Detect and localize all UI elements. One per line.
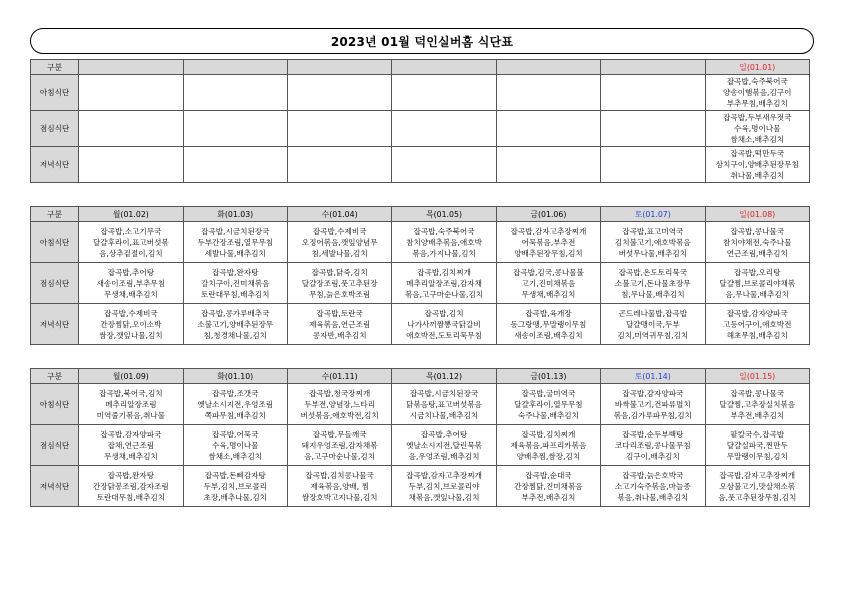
menu-cell: 잡곡밥,북어국,김치 메추리알장조림 미역줄기볶음,취나물	[79, 384, 183, 425]
title-banner	[30, 28, 814, 54]
menu-cell: 잡곡밥,떡만두국 삼치구이,양배추된장무침 취나물,배추김치	[705, 147, 809, 183]
day-header: 토(01.14)	[601, 369, 705, 384]
menu-cell: 잡곡밥,감자양파국 잡채,연근조림 무생채,배추김치	[79, 425, 183, 466]
day-header: 일(01.08)	[705, 207, 809, 222]
menu-cell: 잡곡밥,수제비국 오징어볶음,깻잎양념무 침,세발나물,김치	[287, 222, 391, 263]
breakfast-row	[31, 75, 810, 111]
menu-cell	[79, 111, 183, 147]
day-header	[79, 60, 183, 75]
menu-cell	[496, 147, 600, 183]
menu-cell	[79, 75, 183, 111]
menu-cell: 잡곡밥,감자고추장찌개 오삼불고기,맛살채소볶 음,풋고추된장무침,김치	[705, 466, 809, 507]
header-label: 구분	[31, 207, 79, 222]
menu-cell	[287, 111, 391, 147]
menu-cell: 잡곡밥,추어탕 옛날소시지전,달린묵볶 음,우엉조림,배추김치	[392, 425, 496, 466]
menu-cell	[601, 147, 705, 183]
menu-cell: 잡곡밥,어묵국 수육,명이나물 쌈채소,배추김치	[183, 425, 287, 466]
menu-cell: 잡곡밥,두부새우젓국 수육,명이나물 쌈채소,배추김치	[705, 111, 809, 147]
lunch-label: 점심식단	[31, 111, 79, 147]
menu-cell	[287, 147, 391, 183]
menu-cell	[183, 147, 287, 183]
day-header: 월(01.09)	[79, 369, 183, 384]
menu-cell: 잡곡밥,닭죽,김치 달걀장조림,풋고추된장 무침,늙은호박조림	[287, 263, 391, 304]
menu-cell: 잡곡밥,완자탕 갈치구이,진미채볶음 토란대무침,배추김치	[183, 263, 287, 304]
menu-cell: 잡곡밥,오리탕 달걀찜,브로콜리야채볶 음,무나물,배추김치	[705, 263, 809, 304]
day-header	[496, 60, 600, 75]
menu-cell	[287, 75, 391, 111]
menu-cell: 잡곡밥,온도토리묵국 소불고기,돈나물초장무 침,무나물,배추김치	[601, 263, 705, 304]
day-header	[601, 60, 705, 75]
menu-cell: 잡곡밥,김국,콩나물불 고기,진미채볶음 무생채,배추김치	[496, 263, 600, 304]
day-header: 목(01.05)	[392, 207, 496, 222]
day-header: 수(01.11)	[287, 369, 391, 384]
menu-cell: 잡곡밥,감자양파국 바싹불고기,건파류멸치 볶음,김가루파무침,김치	[601, 384, 705, 425]
day-header: 일(01.15)	[705, 369, 809, 384]
menu-cell: 잡곡밥,완자탕 간장닭봉조림,감자조림 토란대무침,배추김치	[79, 466, 183, 507]
menu-cell	[496, 75, 600, 111]
menu-cell: 잡곡밥,순두부백탕 코다리조림,콩나물무침 김구이,배추김치	[601, 425, 705, 466]
menu-cell: 잡곡밥,김치콩나물국 제육볶음,양배, 찜 쌈장호박고지나물,김치	[287, 466, 391, 507]
menu-cell: 잡곡밥,무들깨국 돼지우엉조림,감자채볶 음,고구마순나물,김치	[287, 425, 391, 466]
menu-cell: 잡곡밥,돈삐감자탕 두부,김치,브로콜리 초장,배추나물,김치	[183, 466, 287, 507]
menu-cell: 잡곡밥,토란국 제육볶음,연근조림 콩자반,배추김치	[287, 304, 391, 345]
menu-cell: 잡곡밥,김치찌개 메추리알장조림,감자채 볶음,고구마순나물,김치	[392, 263, 496, 304]
menu-cell: 잡곡밥,추어탕 새송이조림,부추무침 무생채,배추김치	[79, 263, 183, 304]
page-title: 2023년 01월 덕인실버홈 식단표	[330, 34, 514, 49]
day-header: 목(01.12)	[392, 369, 496, 384]
menu-cell: 잡곡밥,김치찌개 제육볶음,파프리카볶음 양배추찜,쌈장,김치	[496, 425, 600, 466]
menu-cell: 잡곡밥,콩나물국 달걀찜,고추장실치볶음 부추전,배추김치	[705, 384, 809, 425]
menu-cell: 곤드레나물밥,잡곡밥 달걀맹이국,두부 김치,미역귀무침,김치	[601, 304, 705, 345]
menu-cell	[496, 111, 600, 147]
breakfast-label: 아침식단	[31, 384, 79, 425]
day-header: 토(01.07)	[601, 207, 705, 222]
header-row	[31, 369, 810, 384]
lunch-row	[31, 263, 810, 304]
menu-cell	[392, 75, 496, 111]
dinner-label: 저녁식단	[31, 304, 79, 345]
menu-cell: 잡곡밥,표고미역국 김치불고기,애호박볶음 버섯무나물,배추김치	[601, 222, 705, 263]
breakfast-row	[31, 384, 810, 425]
menu-table-week2	[30, 368, 810, 507]
header-label: 구분	[31, 60, 79, 75]
dinner-row	[31, 304, 810, 345]
day-header	[392, 60, 496, 75]
lunch-label: 점심식단	[31, 425, 79, 466]
menu-cell	[183, 111, 287, 147]
day-header: 수(01.04)	[287, 207, 391, 222]
day-header: 금(01.06)	[496, 207, 600, 222]
menu-cell: 잡곡밥,소고기무국 달걀후라이,표고버섯볶 음,상추겉절이,김치	[79, 222, 183, 263]
breakfast-label: 아침식단	[31, 75, 79, 111]
dinner-label: 저녁식단	[31, 466, 79, 507]
menu-table-week1	[30, 206, 810, 345]
menu-cell: 잡곡밥,굴미역국 달걀후라이,열무무침 숙주나물,배추김치	[496, 384, 600, 425]
day-header: 월(01.02)	[79, 207, 183, 222]
menu-cell: 잡곡밥,콩나물국 참치야채전,숙주나물 연근조림,배추김치	[705, 222, 809, 263]
header-row	[31, 207, 810, 222]
menu-cell	[601, 75, 705, 111]
menu-cell: 잡곡밥,순대국 간장찜닭,진미채볶음 부추전,배추김치	[496, 466, 600, 507]
lunch-label: 점심식단	[31, 263, 79, 304]
menu-cell: 잡곡밥,시금치된장국 두부간장조림,열무무침 세발나물,배추김치	[183, 222, 287, 263]
menu-cell: 잡곡밥,감자고추장찌개 어묵볶음,부추전 양배추된장무침,김치	[496, 222, 600, 263]
day-header: 화(01.10)	[183, 369, 287, 384]
header-row	[31, 60, 810, 75]
breakfast-row	[31, 222, 810, 263]
lunch-row	[31, 111, 810, 147]
menu-cell: 잡곡밥,숙주북어국 참치양배추볶음,애호박 볶음,가지나물,김치	[392, 222, 496, 263]
menu-cell	[601, 111, 705, 147]
menu-cell	[79, 147, 183, 183]
menu-table-week0	[30, 59, 810, 183]
menu-cell: 잡곡밥,늙은호박국 소고기숙주볶음,마늘종 볶음,취나물,배추김치	[601, 466, 705, 507]
menu-cell: 잡곡밥,감자고추장찌개 두부,김치,브로콜리야 채볶음,깻잎나물,김치	[392, 466, 496, 507]
dinner-label: 저녁식단	[31, 147, 79, 183]
menu-cell: 잡곡밥,조갯국 옛날소시지전,우엉조림 쪽파무침,배추김치	[183, 384, 287, 425]
day-header: 일(01.01)	[705, 60, 809, 75]
menu-cell: 잡곡밥,청국장찌개 두부전,양념장,느타리 버섯볶음,애호박전,김치	[287, 384, 391, 425]
breakfast-label: 아침식단	[31, 222, 79, 263]
menu-cell: 잡곡밥,김치 나가사끼짬뽕국닭갈비 애호박전,도토리묵무침	[392, 304, 496, 345]
day-header: 금(01.13)	[496, 369, 600, 384]
menu-cell: 잡곡밥,감자양파국 고등어구이,애호박전 해초무침,배추김치	[705, 304, 809, 345]
menu-cell: 잡곡밥,콩가루배추국 소불고기,양배추된장무 침,청경채나물,김치	[183, 304, 287, 345]
menu-cell	[392, 147, 496, 183]
header-label: 구분	[31, 369, 79, 384]
menu-cell: 잡곡밥,수제비국 간장찜닭,오이소박 쌈장,깻잎나물,김치	[79, 304, 183, 345]
menu-cell	[183, 75, 287, 111]
dinner-row	[31, 147, 810, 183]
dinner-row	[31, 466, 810, 507]
day-header	[183, 60, 287, 75]
day-header: 화(01.03)	[183, 207, 287, 222]
menu-cell: 잡곡밥,시금치된장국 닭볶음탕,표고버섯볶음 시금치나물,배추김치	[392, 384, 496, 425]
menu-cell: 팥칼국수,잡곡밥 달걀실파국,찐만두 무말랭이무침,김치	[705, 425, 809, 466]
menu-cell: 잡곡밥,숙주북어국 양송이햄볶음,김구이 부추무침,배추김치	[705, 75, 809, 111]
menu-cell: 잡곡밥,육개장 동그랑땡,무말랭이무침 새송이조림,배추김치	[496, 304, 600, 345]
day-header	[287, 60, 391, 75]
menu-cell	[392, 111, 496, 147]
lunch-row	[31, 425, 810, 466]
